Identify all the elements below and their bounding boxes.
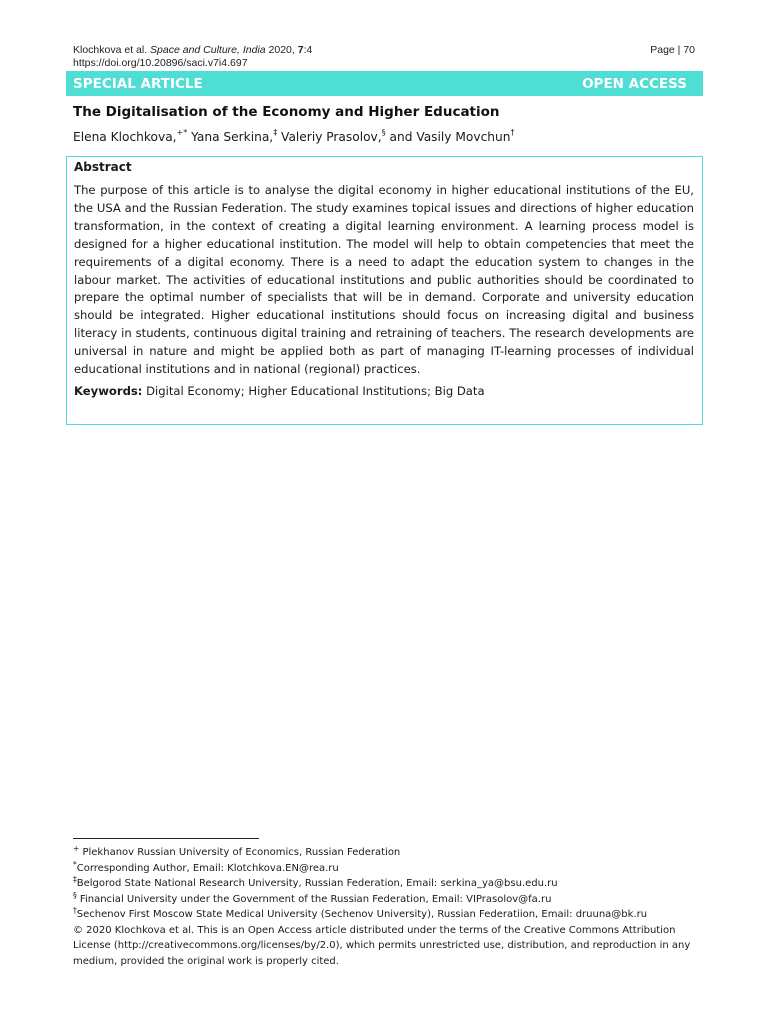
keywords: [74, 384, 694, 398]
footnote: [73, 861, 703, 877]
footnote-mark: ‡: [73, 875, 77, 884]
author-affiliation-mark: +*: [176, 128, 188, 137]
citation-volume: 7: [297, 44, 304, 56]
footnote-divider: [73, 838, 259, 839]
banner-special-article: SPECIAL ARTICLE: [73, 75, 203, 92]
footnote-text: Financial University under the Government of the Russian Federation, Email: VIPrasolov@fa.ru: [76, 893, 552, 905]
citation-year: 2020,: [265, 44, 298, 56]
author-name: Elena Klochkova,: [73, 130, 177, 144]
footnote: [73, 876, 703, 892]
footnote: [73, 892, 703, 908]
page-number: Page | 70: [650, 44, 695, 56]
footnote-mark: *: [73, 859, 77, 869]
doi-link[interactable]: https://doi.org/10.20896/saci.v7i4.697: [73, 57, 248, 69]
footnote-mark: +: [73, 844, 80, 853]
footnote: [73, 845, 703, 861]
footnote-text: Belgorod State National Research University, Russian Federation, Email: serkina_ya@bsu.edu.ru: [76, 878, 558, 889]
footnote-mark: §: [73, 890, 77, 900]
article-title: The Digitalisation of the Economy and Higher Education: [73, 104, 500, 120]
author-name: Valeriy Prasolov,: [277, 130, 382, 144]
author-affiliation-mark: ‡: [273, 128, 278, 137]
footnote-text: Plekhanov Russian University of Economics, Russian Federation: [79, 847, 401, 858]
journal-name: Space and Culture, India: [150, 44, 266, 56]
footnote-text: Corresponding Author, Email: Klotchkova.EN@rea.ru: [76, 862, 339, 874]
footnote-text: Sechenov First Moscow State Medical University (Sechenov University), Russian Federatiion, Email: druuna@bk.ru: [76, 909, 648, 920]
author-affiliation-mark: †: [510, 128, 515, 137]
license-notice: © 2020 Klochkova et al. This is an Open Access article distributed under the terms of the Creative Commons Attribution License (http://creativecommons.org/licenses/by/2.0), which permits unrestricted use, distribution, and reproduction in any medium, provided the original work is properly cited.: [73, 924, 691, 967]
banner-open-access: OPEN ACCESS: [582, 75, 687, 92]
running-header: [73, 44, 312, 70]
citation-issue: :4: [303, 44, 313, 56]
footnote: [73, 907, 703, 923]
abstract-heading: Abstract: [74, 160, 132, 174]
author-name: and Vasily Movchun: [385, 130, 511, 144]
footnote-mark: †: [73, 906, 77, 915]
author-affiliation-mark: §: [381, 128, 386, 137]
article-type-banner: [66, 71, 703, 96]
abstract-text: The purpose of this article is to analyse the digital economy in higher educational institutions of the EU, the USA and the Russian Federation. The study examines topical issues and directions of higher education transformation, in the context of creating a digital learning environment. A learning process model is designed for a higher educational institution. The model will help to obtain competencies that meet the requirements of a digital economy. There is a need to adapt the education system to changes in the labour market. The activities of educational institutions and public authorities should be coordinated to prepare the optimal number of specialists that will be in demand. Corporate and university education should be integrated. Higher educational institutions should focus on increasing digital and business literacy in students, continuous digital training and retraining of teachers. The research developments are universal in nature and might be applied both as part of managing IT-learning processes of individual educational institutions and in national (regional) practices.: [74, 183, 694, 377]
author-name: Yana Serkina,: [187, 130, 274, 144]
keywords-label: Keywords:: [74, 383, 143, 398]
footnotes: [73, 845, 703, 969]
citation-line: [73, 44, 312, 57]
abstract-box: [66, 156, 703, 425]
citation-authors: Klochkova et al.: [73, 44, 151, 56]
author-list: [73, 130, 514, 144]
keywords-list: Digital Economy; Higher Educational Institutions; Big Data: [142, 383, 485, 398]
